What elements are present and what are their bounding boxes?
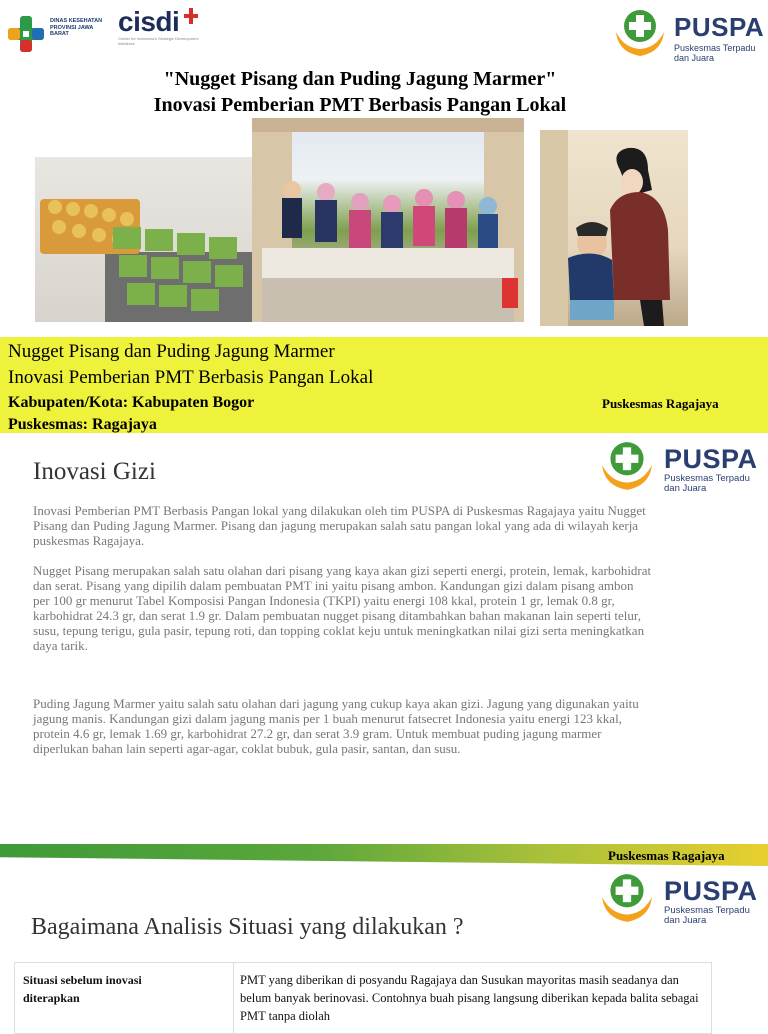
puspa-tagline: Puskesmas Terpadu dan Juara: [674, 43, 756, 63]
puspa-logo-text: PUSPA: [674, 12, 765, 42]
analysis-table-label-cell: [15, 963, 234, 1033]
cisdi-logo: [118, 6, 208, 52]
puspa-emblem-icon: [612, 6, 668, 60]
puspa-emblem-icon: [598, 438, 656, 494]
paragraph-intro: Inovasi Pemberian PMT Berbasis Pangan lokal yang dilakukan oleh tim PUSPA di Puskesmas Ragajaya yaitu Nugget Pisang dan Puding Jagung Marmer. Pisang dan jagung merupakan salah satu pangan lokal yang ada di wilayah kerja puskesmas Ragajaya.: [33, 503, 646, 548]
cisdi-plus-icon: [184, 8, 198, 24]
puspa-logo-analisis: [598, 870, 762, 926]
dinas-kesehatan-logo: [6, 12, 106, 56]
title-line-1: "Nugget Pisang dan Puding Jagung Marmer": [163, 68, 557, 90]
footer-puskesmas-label: Puskesmas Ragajaya: [608, 848, 725, 863]
puspa-tagline: Puskesmas Terpadu dan Juara: [664, 473, 750, 494]
group-photo-illustration: [252, 118, 524, 322]
dinas-cross-icon: [6, 14, 46, 54]
analysis-row-text: PMT yang diberikan di posyandu Ragajaya dan Susukan mayoritas masih seadanya dan belum banyak berinovasi. Contohnya buah pisang langsung diberikan kepada balita sebagai PMT tanpa diolah: [240, 973, 699, 1023]
banner-puskesmas: Puskesmas: Ragajaya: [8, 416, 157, 433]
analysis-row-label: Situasi sebelum inovasi diterapkan: [23, 973, 142, 1005]
banner-kabupaten: Kabupaten/Kota: Kabupaten Bogor: [8, 394, 255, 411]
feeding-photo-illustration: [540, 130, 688, 326]
paragraph-puding: Puding Jagung Marmer yaitu salah satu olahan dari jagung yang cukup kaya akan gizi. Jagung yang digunakan yaitu jagung manis. Kandungan gizi dalam jagung manis per 1 buah menurut fatsecret Indonesia yaitu energi 123 kkal, protein 4.6 gr, lemak 1.69 gr, karbohidrat 27.2 gr, dan serat 3.9 gram. Untuk membuat puding jagung marmer diperlukan bahan lain seperti agar-agar, coklat bubuk, gula pasir, santan, dan susu.: [33, 696, 639, 756]
page-title: [0, 66, 720, 118]
puspa-emblem-icon: [598, 870, 656, 926]
puspa-logo-text: PUSPA: [664, 444, 758, 474]
title-line-2: Inovasi Pemberian PMT Berbasis Pangan Lokal: [153, 94, 567, 116]
dinas-logo-text: DINAS KESEHATAN PROVINSI JAWA BARAT: [50, 18, 103, 37]
analysis-table: [14, 962, 712, 1034]
photo-toddler-feeding: [540, 130, 688, 326]
section-heading-gizi: Inovasi Gizi: [33, 458, 156, 485]
puspa-logo-top: [612, 6, 765, 63]
banner-line-1: Nugget Pisang dan Puding Jagung Marmer: [8, 341, 335, 362]
puspa-logo-text: PUSPA: [664, 876, 758, 906]
paragraph-nugget: Nugget Pisang merupakan salah satu olahan dari pisang yang kaya akan gizi seperti energi, protein, lemak, karbohidrat dan serat. Pisang yang dipilih dalam pembuatan PMT ini yaitu pisang ambon. Kandungan gizi dalam pisang ambon per 100 gr menurut Tabel Komposisi Pangan Indonesia (TKPI) yaitu energi 108 kkal, protein 1 gr, lemak 0.8 gr, karbohidrat 24.3 gr, dan serat 1.9 gr. Dalam pembuatan nugget pisang ditambahkan bahan makanan lain seperti telur, susu, tepung terigu, gula pasir, tepung roti, dan topping coklat keju untuk meningkatkan nilai gizi serta meningkatkan daya tarik.: [33, 563, 652, 653]
food-boxes-illustration: [35, 157, 252, 322]
cisdi-logo-text: cisdi: [118, 6, 180, 37]
cisdi-logo-subtitle: Center for Indonesia's Strategic Development Initiatives: [118, 36, 199, 46]
puspa-tagline: Puskesmas Terpadu dan Juara: [664, 905, 750, 926]
banner-puskesmas-label: Puskesmas Ragajaya: [602, 396, 719, 411]
puspa-logo-gizi: [598, 438, 762, 494]
photo-team-group: [252, 118, 524, 322]
section-heading-analisis: Bagaimana Analisis Situasi yang dilakukan ?: [31, 914, 464, 940]
photo-nugget-boxes: [35, 157, 252, 322]
banner-line-2: Inovasi Pemberian PMT Berbasis Pangan Lokal: [8, 367, 374, 388]
